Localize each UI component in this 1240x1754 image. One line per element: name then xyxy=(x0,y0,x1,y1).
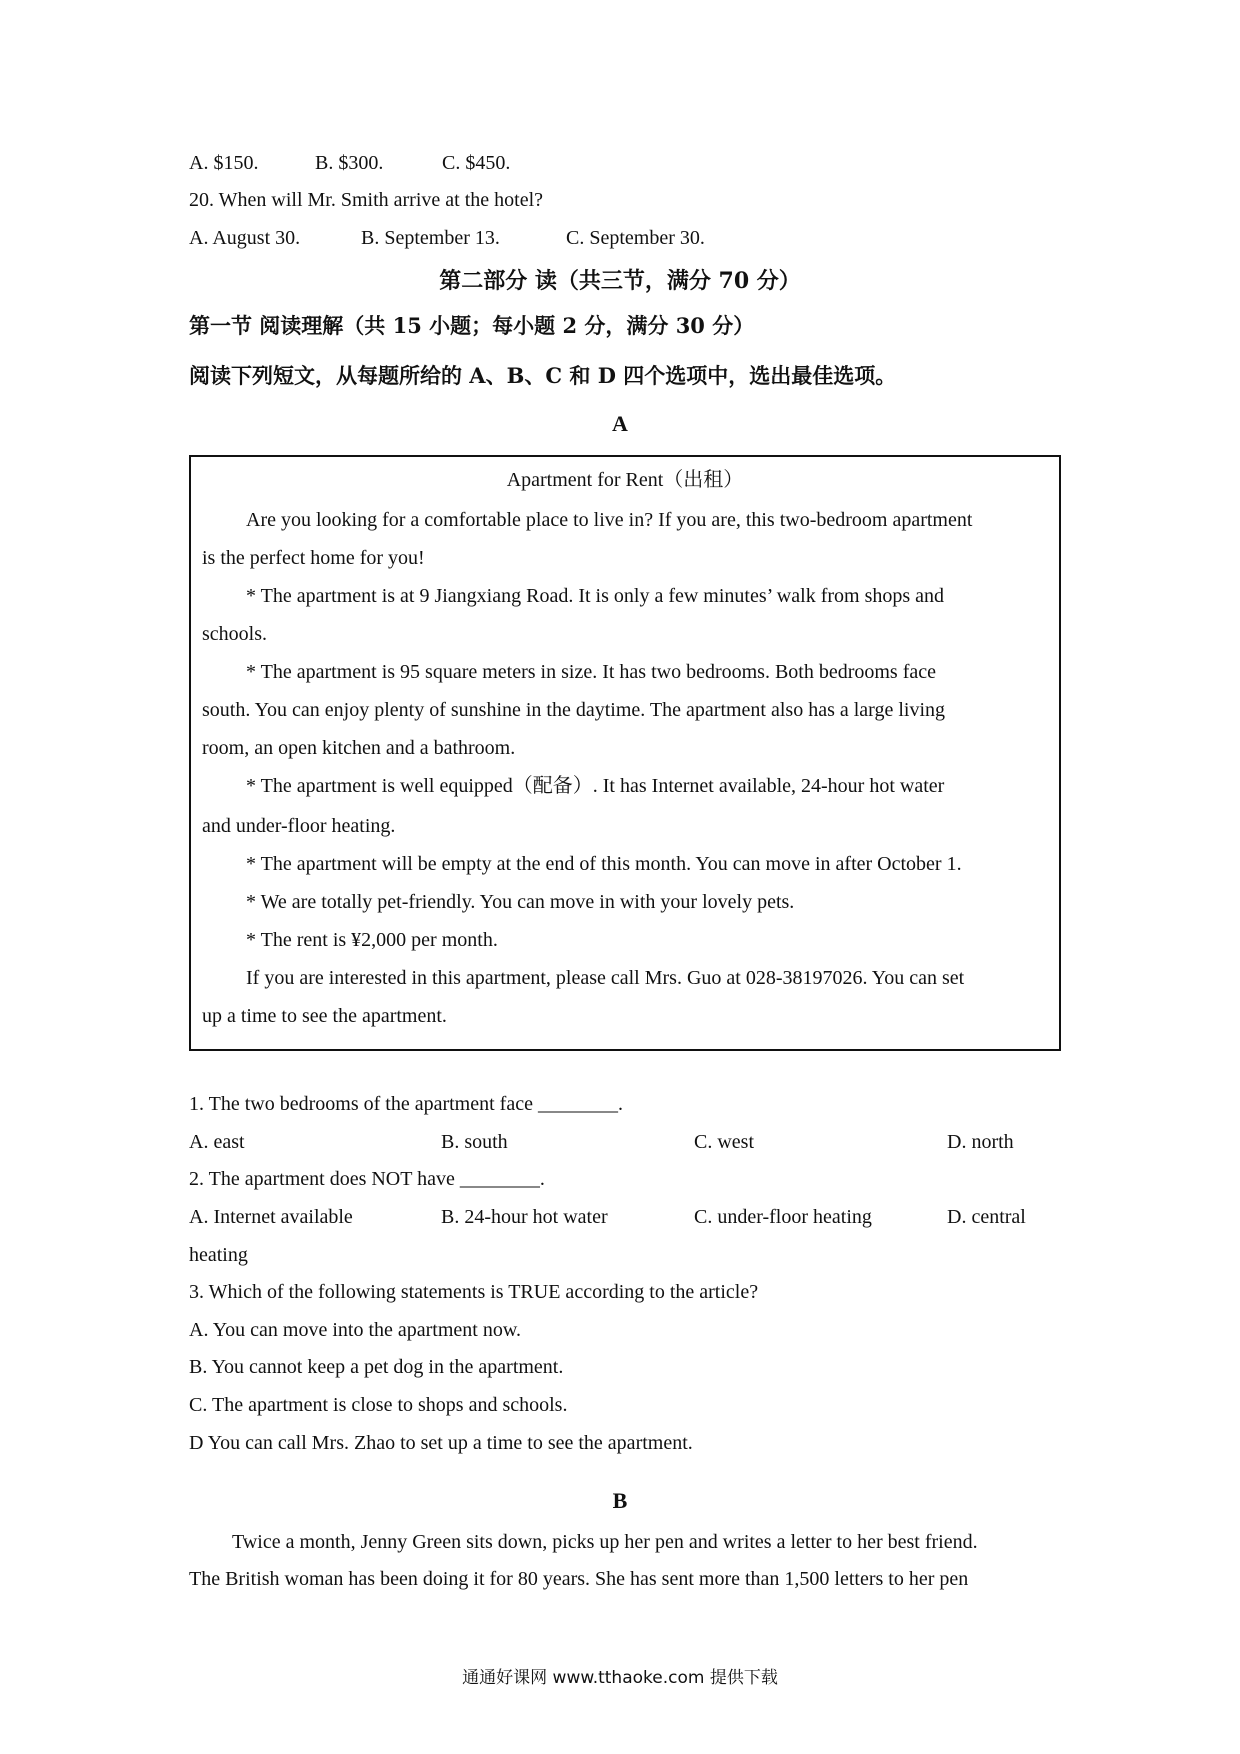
apartment-ad-box xyxy=(189,455,1061,1051)
q20-options xyxy=(189,225,789,251)
passage-b-line-1: Twice a month, Jenny Green sits down, picks up her pen and writes a letter to her best friend. xyxy=(232,1531,978,1553)
q19-option-b: B. $300. xyxy=(315,152,384,174)
q20-option-c: C. September 30. xyxy=(566,227,705,249)
ad-line-4: schools. xyxy=(202,623,267,645)
q19-option-c: C. $450. xyxy=(442,152,511,174)
ad-line-13: If you are interested in this apartment, please call Mrs. Guo at 028-38197026. You can set xyxy=(246,967,965,989)
q20-question: 20. When will Mr. Smith arrive at the hotel? xyxy=(189,189,544,211)
ad-line-1: Are you looking for a comfortable place to live in? If you are, this two-bedroom apartment xyxy=(246,509,973,531)
page-footer: 通通好课网 www.tthaoke.com 提供下载 xyxy=(462,1668,778,1688)
part2-title: 第二部分 读（共三节，满分 70 分） xyxy=(439,268,801,294)
passage-b-label: B xyxy=(612,1488,628,1513)
ad-line-8: * The apartment is well equipped（配备）. It has Internet available, 24-hour hot water xyxy=(246,775,945,797)
q2-option-d-wrap: heating xyxy=(189,1244,248,1266)
ad-line-12: * The rent is ¥2,000 per month. xyxy=(246,929,498,951)
q2-option-b: B. 24-hour hot water xyxy=(441,1206,608,1228)
q1-option-c: C. west xyxy=(694,1131,754,1153)
question-3: 3. Which of the following statements is TRUE according to the article? xyxy=(189,1281,759,1303)
ad-line-10: * The apartment will be empty at the end of this month. You can move in after October 1. xyxy=(246,853,962,875)
passage-b-line-2: The British woman has been doing it for 80 years. She has sent more than 1,500 letters to her pen xyxy=(189,1568,969,1590)
ad-line-3: * The apartment is at 9 Jiangxiang Road. It is only a few minutes’ walk from shops and xyxy=(246,585,945,607)
q2-option-a: A. Internet available xyxy=(189,1206,353,1228)
question-1: 1. The two bedrooms of the apartment face ________. xyxy=(189,1093,623,1115)
q2-options xyxy=(189,1204,1069,1230)
q1-options xyxy=(189,1129,1069,1155)
q3-option-b: B. You cannot keep a pet dog in the apartment. xyxy=(189,1356,564,1378)
q3-option-c: C. The apartment is close to shops and schools. xyxy=(189,1394,568,1416)
q20-option-a: A. August 30. xyxy=(189,227,301,249)
q19-options xyxy=(189,150,689,176)
section1-title: 第一节 阅读理解（共 15 小题；每小题 2 分，满分 30 分） xyxy=(189,313,755,338)
q20-option-b: B. September 13. xyxy=(361,227,500,249)
passage-a-label: A xyxy=(612,411,628,436)
q19-option-a: A. $150. xyxy=(189,152,259,174)
question-2: 2. The apartment does NOT have ________. xyxy=(189,1168,545,1190)
ad-line-2: is the perfect home for you! xyxy=(202,547,425,569)
ad-line-6: south. You can enjoy plenty of sunshine in the daytime. The apartment also has a large living xyxy=(202,699,946,721)
q2-option-d: D. central xyxy=(947,1206,1026,1228)
q2-option-c: C. under-floor heating xyxy=(694,1206,872,1228)
q3-option-d: D You can call Mrs. Zhao to set up a time to see the apartment. xyxy=(189,1432,693,1454)
q1-option-a: A. east xyxy=(189,1131,245,1153)
ad-line-11: * We are totally pet-friendly. You can move in with your lovely pets. xyxy=(246,891,795,913)
ad-title: Apartment for Rent（出租） xyxy=(506,469,744,491)
ad-line-7: room, an open kitchen and a bathroom. xyxy=(202,737,516,759)
q1-option-d: D. north xyxy=(947,1131,1014,1153)
q3-option-a: A. You can move into the apartment now. xyxy=(189,1319,521,1341)
ad-line-5: * The apartment is 95 square meters in size. It has two bedrooms. Both bedrooms face xyxy=(246,661,937,683)
ad-line-14: up a time to see the apartment. xyxy=(202,1005,447,1027)
reading-instruction: 阅读下列短文，从每题所给的 A、B、C 和 D 四个选项中，选出最佳选项。 xyxy=(189,363,897,388)
ad-line-9: and under-floor heating. xyxy=(202,815,396,837)
q1-option-b: B. south xyxy=(441,1131,508,1153)
